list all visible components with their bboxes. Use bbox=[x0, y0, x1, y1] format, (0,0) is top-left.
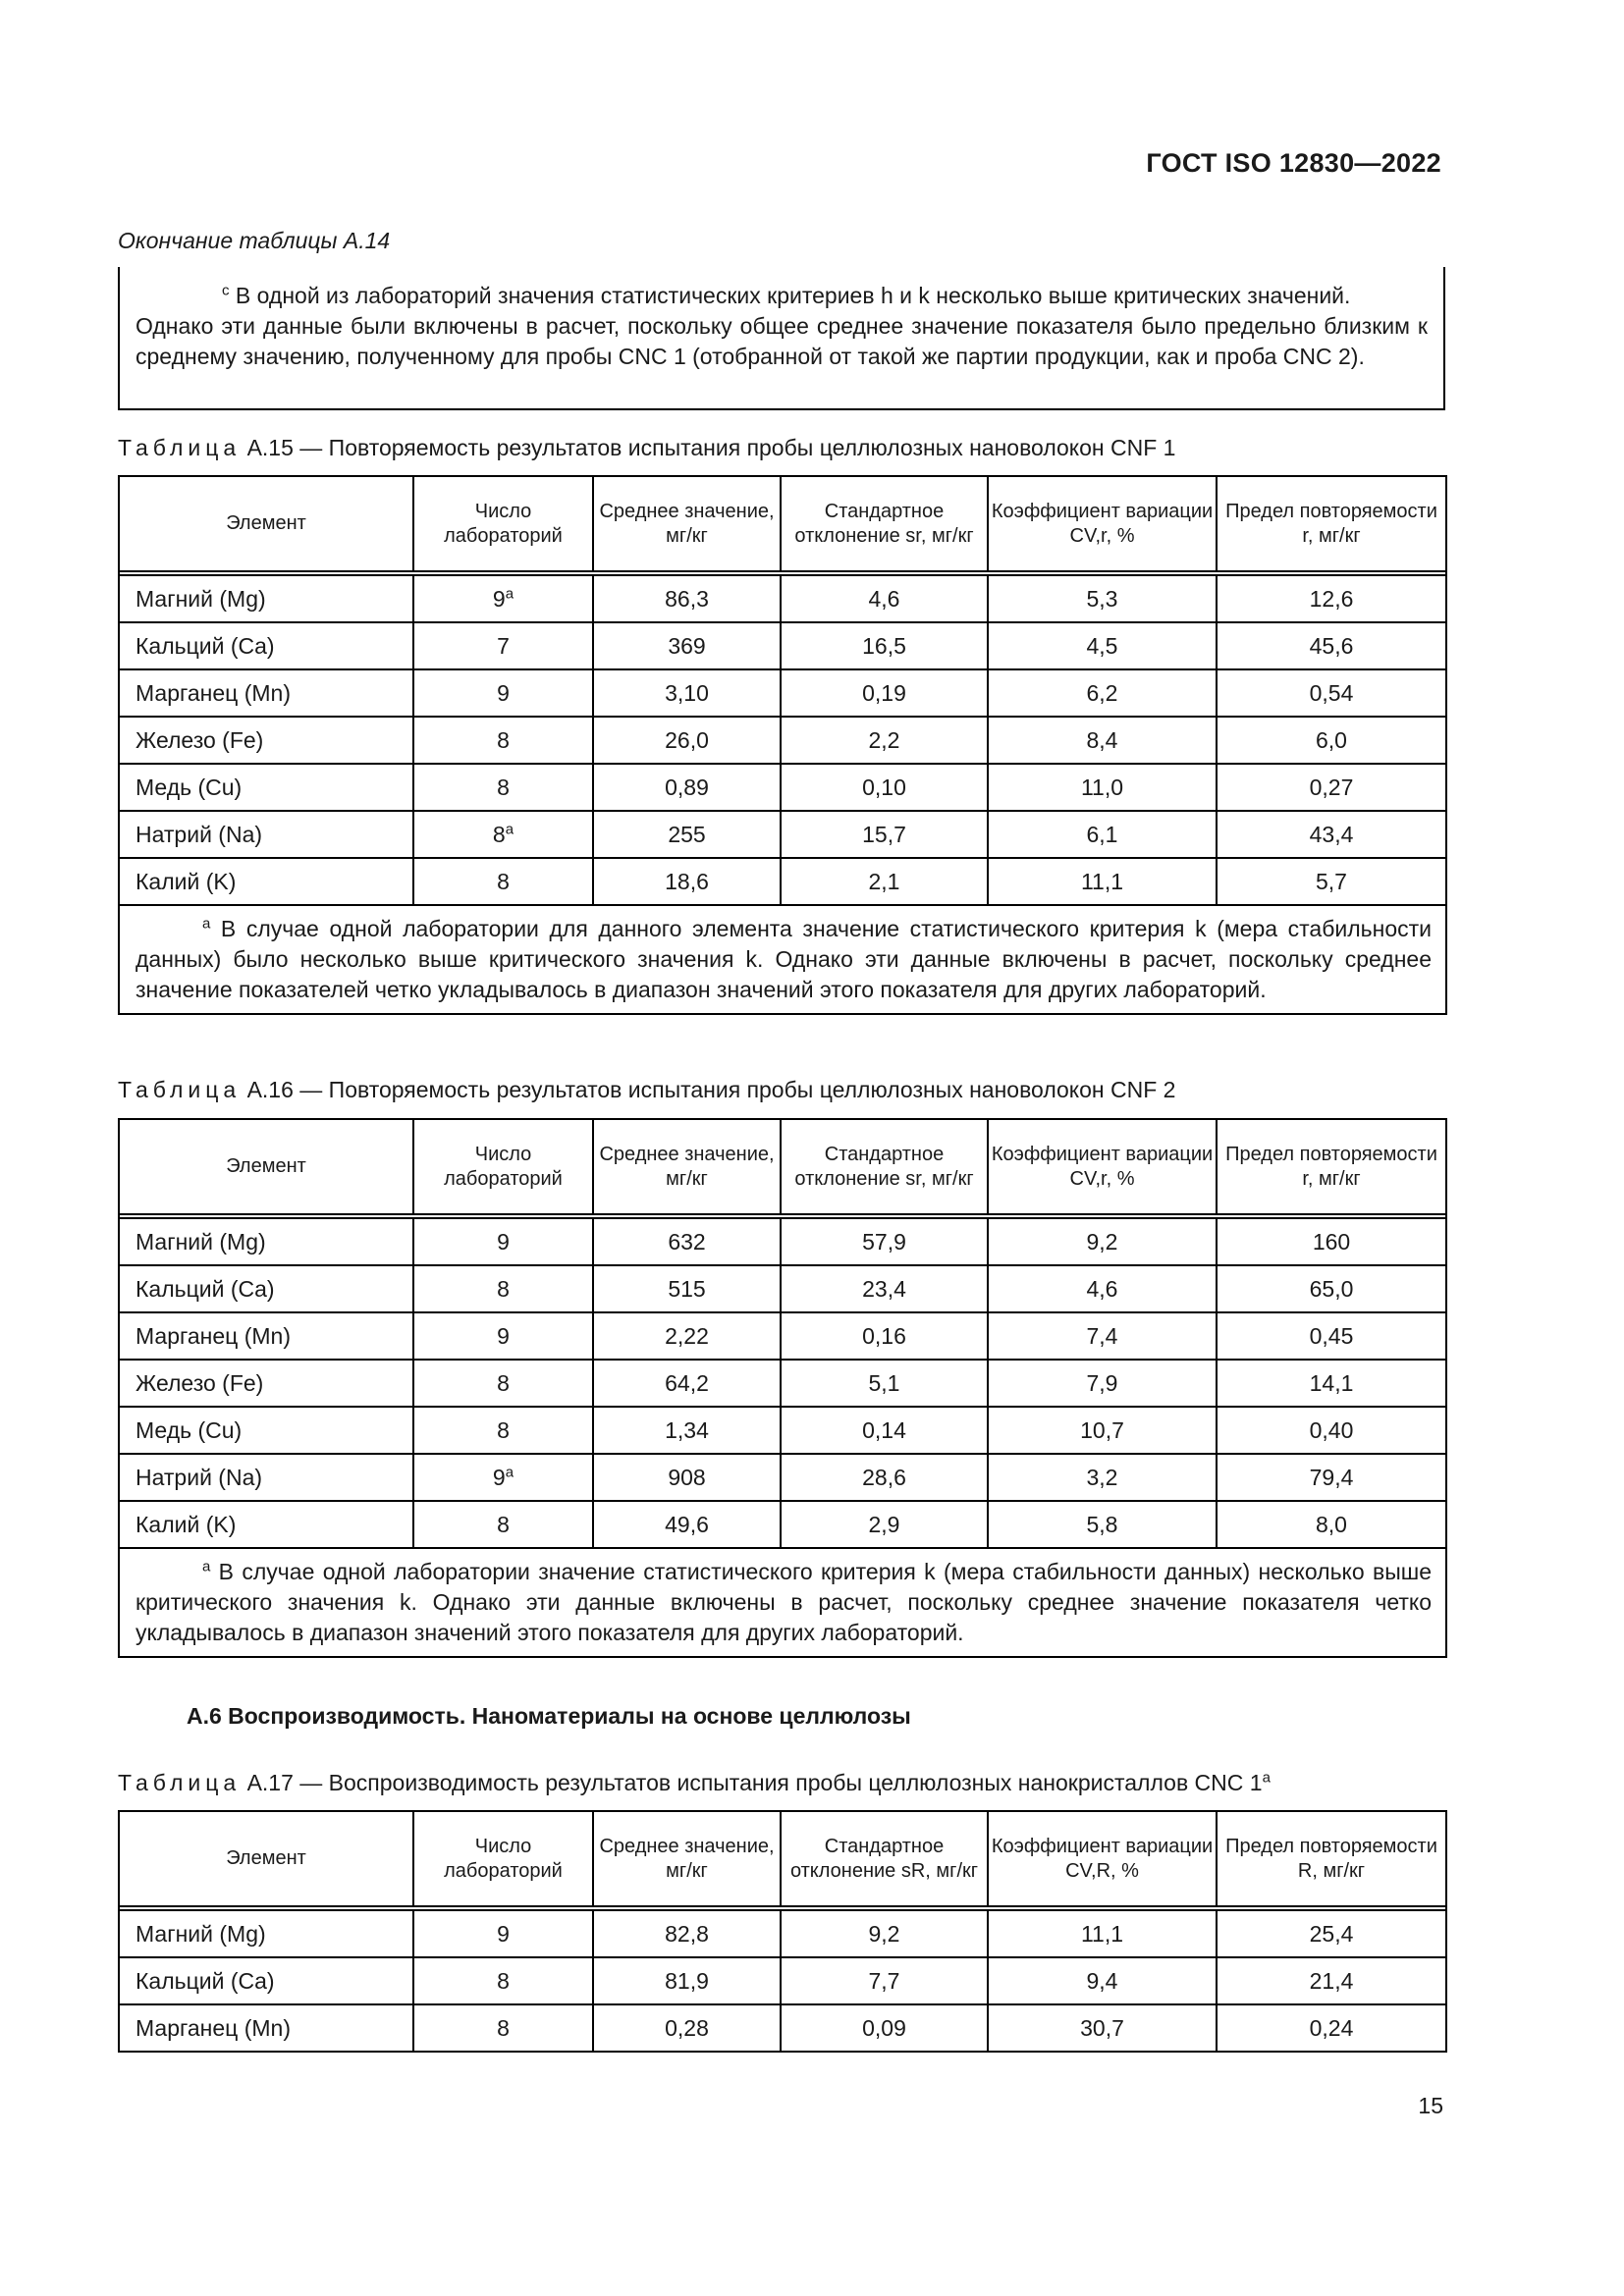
cell-mean: 0,89 bbox=[593, 764, 781, 811]
cell-element: Магний (Mg) bbox=[119, 575, 413, 622]
table-footnote-row bbox=[119, 905, 1446, 1014]
table-row bbox=[119, 858, 1446, 905]
cell-mean: 369 bbox=[593, 622, 781, 669]
col-header-sd: Стандартное отклонение sr, мг/кг bbox=[781, 1119, 988, 1214]
table-a16 bbox=[118, 1118, 1447, 1658]
cell-mean: 632 bbox=[593, 1218, 781, 1265]
cell-mean: 255 bbox=[593, 811, 781, 858]
caption-footnote-marker: a bbox=[1262, 1769, 1271, 1787]
cell-labs: 8$^a$ bbox=[413, 811, 593, 858]
cell-labs: 8 bbox=[413, 1265, 593, 1312]
table-footnote-row bbox=[119, 1548, 1446, 1657]
table-row bbox=[119, 717, 1446, 764]
cell-mean: 2,22 bbox=[593, 1312, 781, 1360]
table-row bbox=[119, 575, 1446, 622]
cell-element: Марганец (Mn) bbox=[119, 1312, 413, 1360]
col-header-cv: Коэффициент вариации CV,r, % bbox=[988, 476, 1217, 571]
table-row bbox=[119, 1312, 1446, 1360]
table-a17-caption bbox=[118, 1770, 1271, 1796]
cell-limit: 25,4 bbox=[1217, 1910, 1446, 1957]
cell-labs: 8 bbox=[413, 1407, 593, 1454]
note-text: Однако эти данные были включены в расчет, поскольку общее среднее значение показателя было предельно близким к среднему значению, полученному для пробы CNC 1 (отобранной от такой же партии продукции, как и проба CNC 2). bbox=[135, 313, 1428, 369]
col-header-mean: Среднее значение, мг/кг bbox=[593, 476, 781, 571]
cell-sd: 0,14 bbox=[781, 1407, 988, 1454]
cell-limit: 6,0 bbox=[1217, 717, 1446, 764]
cell-limit: 0,40 bbox=[1217, 1407, 1446, 1454]
table-row bbox=[119, 1265, 1446, 1312]
cell-limit: 160 bbox=[1217, 1218, 1446, 1265]
footnote-marker: a bbox=[505, 1463, 514, 1480]
cell-mean: 1,34 bbox=[593, 1407, 781, 1454]
cell-cv: 11,1 bbox=[988, 858, 1217, 905]
cell-sd: 57,9 bbox=[781, 1218, 988, 1265]
cell-cv: 5,3 bbox=[988, 575, 1217, 622]
footnote-marker: a bbox=[202, 915, 211, 933]
cell-limit: 43,4 bbox=[1217, 811, 1446, 858]
cell-cv: 30,7 bbox=[988, 2004, 1217, 2052]
col-header-mean: Среднее значение, мг/кг bbox=[593, 1811, 781, 1906]
col-header-element: Элемент bbox=[119, 1811, 413, 1906]
cell-sd: 0,16 bbox=[781, 1312, 988, 1360]
table-row bbox=[119, 1360, 1446, 1407]
cell-mean: 908 bbox=[593, 1454, 781, 1501]
cell-cv: 3,2 bbox=[988, 1454, 1217, 1501]
cell-sd: 0,09 bbox=[781, 2004, 988, 2052]
col-header-labs: Число лабораторий bbox=[413, 1119, 593, 1214]
table-row bbox=[119, 764, 1446, 811]
cell-element: Марганец (Mn) bbox=[119, 2004, 413, 2052]
cell-mean: 64,2 bbox=[593, 1360, 781, 1407]
cell-sd: 9,2 bbox=[781, 1910, 988, 1957]
cell-labs: 9 bbox=[413, 1910, 593, 1957]
col-header-cv: Коэффициент вариации CV,R, % bbox=[988, 1811, 1217, 1906]
cell-labs: 9$^a$ bbox=[413, 575, 593, 622]
cell-sd: 16,5 bbox=[781, 622, 988, 669]
col-header-element: Элемент bbox=[119, 476, 413, 571]
cell-cv: 4,5 bbox=[988, 622, 1217, 669]
cell-limit: 8,0 bbox=[1217, 1501, 1446, 1548]
caption-word: Таблица bbox=[118, 1077, 242, 1102]
cell-sd: 5,1 bbox=[781, 1360, 988, 1407]
cell-element: Кальций (Ca) bbox=[119, 1957, 413, 2004]
cell-element: Железо (Fe) bbox=[119, 1360, 413, 1407]
cell-sd: 0,19 bbox=[781, 669, 988, 717]
caption-word: Таблица bbox=[118, 1770, 242, 1795]
table-a14-end-note bbox=[118, 267, 1445, 410]
cell-cv: 7,4 bbox=[988, 1312, 1217, 1360]
cell-element: Кальций (Ca) bbox=[119, 1265, 413, 1312]
cell-element: Калий (K) bbox=[119, 1501, 413, 1548]
cell-mean: 3,10 bbox=[593, 669, 781, 717]
footnote-marker: a bbox=[202, 1558, 211, 1575]
cell-limit: 12,6 bbox=[1217, 575, 1446, 622]
cell-cv: 6,2 bbox=[988, 669, 1217, 717]
table-row bbox=[119, 1407, 1446, 1454]
cell-sd: 28,6 bbox=[781, 1454, 988, 1501]
cell-element: Калий (K) bbox=[119, 858, 413, 905]
footnote-marker: a bbox=[505, 584, 514, 602]
cell-labs: 8 bbox=[413, 1957, 593, 2004]
note-first-line bbox=[135, 281, 1428, 311]
cell-sd: 0,10 bbox=[781, 764, 988, 811]
table-a15-caption bbox=[118, 435, 1175, 461]
table-a17 bbox=[118, 1810, 1447, 2053]
note-line1: В одной из лабораторий значения статистических критериев h и k несколько выше критических значений. bbox=[229, 283, 1351, 308]
cell-element: Кальций (Ca) bbox=[119, 622, 413, 669]
cell-sd: 2,1 bbox=[781, 858, 988, 905]
col-header-limit: Предел повторяемости r, мг/кг bbox=[1217, 1119, 1446, 1214]
cell-sd: 4,6 bbox=[781, 575, 988, 622]
cell-mean: 0,28 bbox=[593, 2004, 781, 2052]
cell-sd: 2,2 bbox=[781, 717, 988, 764]
table-header-row bbox=[119, 1119, 1446, 1214]
cell-labs: 7 bbox=[413, 622, 593, 669]
cell-labs: 9 bbox=[413, 669, 593, 717]
caption-text: А.17 — Воспроизводимость результатов испытания пробы целлюлозных нанокристаллов CNC 1 bbox=[246, 1770, 1263, 1795]
table-footnote bbox=[119, 1548, 1446, 1657]
cell-element: Натрий (Na) bbox=[119, 811, 413, 858]
cell-limit: 0,27 bbox=[1217, 764, 1446, 811]
cell-cv: 8,4 bbox=[988, 717, 1217, 764]
cell-limit: 0,24 bbox=[1217, 2004, 1446, 2052]
col-header-labs: Число лабораторий bbox=[413, 1811, 593, 1906]
caption-text: А.15 — Повторяемость результатов испытания пробы целлюлозных нановолокон CNF 1 bbox=[246, 435, 1176, 460]
table-continuation-label: Окончание таблицы А.14 bbox=[118, 228, 391, 253]
cell-element: Медь (Cu) bbox=[119, 764, 413, 811]
cell-element: Марганец (Mn) bbox=[119, 669, 413, 717]
table-row bbox=[119, 811, 1446, 858]
table-row bbox=[119, 1501, 1446, 1548]
cell-mean: 18,6 bbox=[593, 858, 781, 905]
cell-limit: 65,0 bbox=[1217, 1265, 1446, 1312]
cell-mean: 515 bbox=[593, 1265, 781, 1312]
cell-sd: 23,4 bbox=[781, 1265, 988, 1312]
table-row bbox=[119, 1218, 1446, 1265]
cell-labs: 8 bbox=[413, 858, 593, 905]
cell-cv: 5,8 bbox=[988, 1501, 1217, 1548]
cell-labs: 8 bbox=[413, 1360, 593, 1407]
cell-limit: 14,1 bbox=[1217, 1360, 1446, 1407]
table-footnote bbox=[119, 905, 1446, 1014]
document-code: ГОСТ ISO 12830—2022 bbox=[1146, 148, 1441, 178]
table-row bbox=[119, 1454, 1446, 1501]
cell-mean: 26,0 bbox=[593, 717, 781, 764]
table-row bbox=[119, 622, 1446, 669]
cell-limit: 0,45 bbox=[1217, 1312, 1446, 1360]
cell-limit: 79,4 bbox=[1217, 1454, 1446, 1501]
cell-labs: 9 bbox=[413, 1312, 593, 1360]
cell-cv: 6,1 bbox=[988, 811, 1217, 858]
cell-cv: 9,2 bbox=[988, 1218, 1217, 1265]
cell-limit: 45,6 bbox=[1217, 622, 1446, 669]
cell-sd: 7,7 bbox=[781, 1957, 988, 2004]
cell-labs: 8 bbox=[413, 2004, 593, 2052]
table-row bbox=[119, 1910, 1446, 1957]
cell-limit: 5,7 bbox=[1217, 858, 1446, 905]
table-header-row bbox=[119, 476, 1446, 571]
col-header-sd: Стандартное отклонение sr, мг/кг bbox=[781, 476, 988, 571]
cell-cv: 9,4 bbox=[988, 1957, 1217, 2004]
cell-cv: 11,1 bbox=[988, 1910, 1217, 1957]
cell-cv: 7,9 bbox=[988, 1360, 1217, 1407]
table-a16-caption bbox=[118, 1077, 1175, 1103]
cell-labs: 9$^a$ bbox=[413, 1454, 593, 1501]
cell-element: Магний (Mg) bbox=[119, 1218, 413, 1265]
table-row bbox=[119, 669, 1446, 717]
cell-cv: 4,6 bbox=[988, 1265, 1217, 1312]
col-header-cv: Коэффициент вариации CV,r, % bbox=[988, 1119, 1217, 1214]
cell-cv: 10,7 bbox=[988, 1407, 1217, 1454]
footnote-marker: a bbox=[505, 820, 514, 837]
table-a15 bbox=[118, 475, 1447, 1015]
table-header-row bbox=[119, 1811, 1446, 1906]
table-row bbox=[119, 2004, 1446, 2052]
col-header-sd: Стандартное отклонение sR, мг/кг bbox=[781, 1811, 988, 1906]
cell-labs: 8 bbox=[413, 764, 593, 811]
cell-element: Натрий (Na) bbox=[119, 1454, 413, 1501]
cell-mean: 81,9 bbox=[593, 1957, 781, 2004]
caption-word: Таблица bbox=[118, 435, 242, 460]
cell-mean: 86,3 bbox=[593, 575, 781, 622]
cell-labs: 8 bbox=[413, 717, 593, 764]
cell-cv: 11,0 bbox=[988, 764, 1217, 811]
col-header-element: Элемент bbox=[119, 1119, 413, 1214]
col-header-mean: Среднее значение, мг/кг bbox=[593, 1119, 781, 1214]
col-header-limit: Предел повторяемости r, мг/кг bbox=[1217, 476, 1446, 571]
cell-sd: 15,7 bbox=[781, 811, 988, 858]
cell-limit: 21,4 bbox=[1217, 1957, 1446, 2004]
page-number: 15 bbox=[1418, 2093, 1443, 2118]
caption-text: А.16 — Повторяемость результатов испытания пробы целлюлозных нановолокон CNF 2 bbox=[246, 1077, 1176, 1102]
footnote-text: В случае одной лаборатории значение статистического критерия k (мера стабильности данных) несколько выше критического значения k. Однако эти данные включены в расчет, поскольку среднее значение показателя четко укладывалось в диапазон значений этого показателя для других лабораторий. bbox=[135, 1559, 1432, 1645]
table-row bbox=[119, 1957, 1446, 2004]
note-marker: c bbox=[222, 282, 230, 299]
cell-limit: 0,54 bbox=[1217, 669, 1446, 717]
cell-mean: 49,6 bbox=[593, 1501, 781, 1548]
cell-element: Железо (Fe) bbox=[119, 717, 413, 764]
section-a6-title: А.6 Воспроизводимость. Наноматериалы на основе целлюлозы bbox=[187, 1703, 911, 1729]
cell-sd: 2,9 bbox=[781, 1501, 988, 1548]
cell-element: Магний (Mg) bbox=[119, 1910, 413, 1957]
cell-labs: 8 bbox=[413, 1501, 593, 1548]
cell-element: Медь (Cu) bbox=[119, 1407, 413, 1454]
col-header-labs: Число лабораторий bbox=[413, 476, 593, 571]
col-header-limit: Предел повторяемости R, мг/кг bbox=[1217, 1811, 1446, 1906]
cell-labs: 9 bbox=[413, 1218, 593, 1265]
cell-mean: 82,8 bbox=[593, 1910, 781, 1957]
footnote-text: В случае одной лаборатории для данного элемента значение статистического критерия k (мера стабильности данных) было несколько выше критического значения k. Однако эти данные включены в расчет, поскольку среднее значение показателей четко укладывалось в диапазон значений этого показателя для других лабораторий. bbox=[135, 916, 1432, 1002]
